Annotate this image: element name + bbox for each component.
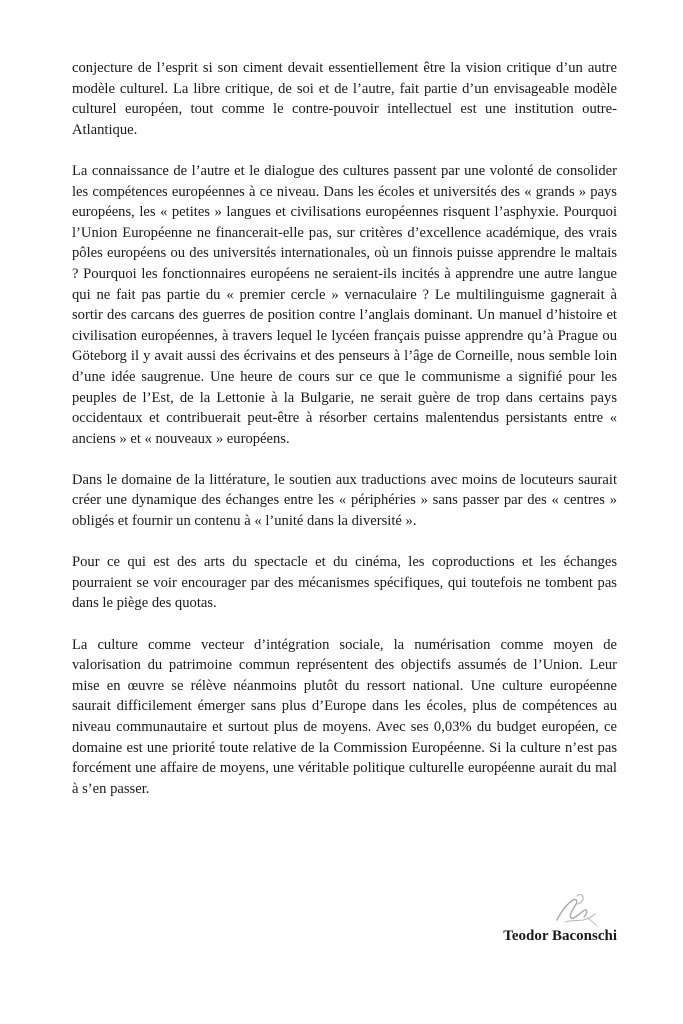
article-body (72, 58, 617, 799)
paragraph-2: La connaissance de l’autre et le dialogue des cultures passent par une volonté de consolider les compétences européennes à ce niveau. Dans les écoles et universités des « grands » pays européens, les « petites » langues et civilisations européennes risquent l’asphyxie. Pourquoi l’Union Européenne ne financerait-elle pas, sur critères d’excellence académique, des vrais pôles européens ou des universités internationales, où un finnois puisse apprendre le maltais ? Pourquoi les fonctionnaires européens ne seraient-ils incités à apprendre une autre langue qui ne fait pas partie du « premier cercle » vernaculaire ? Le multilinguisme gagnerait à sortir des carcans des guerres de position contre l’anglais dominant. Un manuel d’histoire et civilisation européennes, à travers lequel le lycéen français puisse apprendre qu’à Prague ou Göteborg il y avait aussi des écrivains et des penseurs à l’âge de Corneille, nous semble loin d’une idée saugrenue. Une heure de cours sur ce que le communisme a signifié pour les peuples de l’Est, de la Lettonie à la Bulgarie, ne serait guère de trop dans certains pays occidentaux et contribuerait peut-être à résorber certains malentendus persistants entre « anciens » et « nouveaux » européens. (72, 162, 617, 447)
paragraph-5: La culture comme vecteur d’intégration sociale, la numérisation comme moyen de valorisation du patrimoine commun représentent des objectifs assumés de l’Union. Leur mise en œuvre se rélève néanmoins plutôt du ressort national. Une culture européenne saurait difficilement émerger sans plus d’Europe dans les écoles, plus de compétences au niveau communautaire et surtout plus de moyens. Avec ses 0,03% du budget européen, ce domaine est une priorité toute relative de la Commission Européenne. Si la culture n’est pas forcément une affaire de moyens, une véritable politique culturelle européenne aurait du mal à s’en passer. (72, 636, 617, 797)
author-name: Teodor Baconschi (503, 928, 617, 944)
paragraph-1: conjecture de l’esprit si son ciment devait essentiellement être la vision critique d’un autre modèle culturel. La libre critique, de soi et de l’autre, fait partie d’un envisageable modèle culturel européen, tout comme le contre-pouvoir intellectuel est une institution outre-Atlantique. (72, 60, 617, 138)
signature-block (417, 890, 617, 950)
handwritten-signature-icon (547, 890, 603, 930)
paragraph-3: Dans le domaine de la littérature, le soutien aux traductions avec moins de locuteurs saurait créer une dynamique des échanges entre les « périphéries » sans passer par des « centres » obligés et fournir un contenu à « l’unité dans la diversité ». (72, 471, 617, 530)
paragraph-4: Pour ce qui est des arts du spectacle et du cinéma, les coproductions et les échanges pourraient se voir encourager par des mécanismes spécifiques, qui toutefois ne tombent pas dans le piège des quotas. (72, 554, 617, 612)
